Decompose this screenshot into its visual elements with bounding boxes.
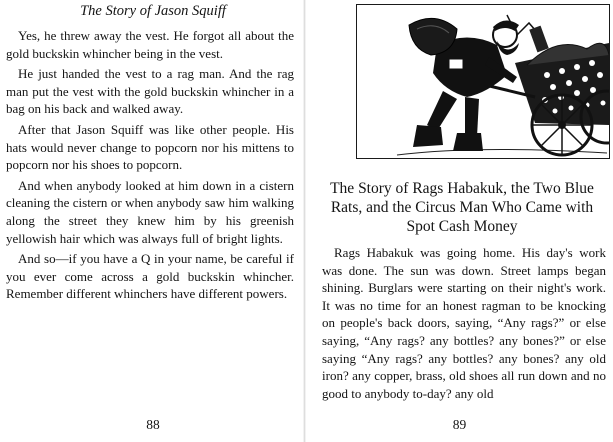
paragraph: Yes, he threw away the vest. He forgot all about the gold buckskin whincher being in the vest. bbox=[6, 28, 294, 61]
running-head: The Story of Jason Squiff bbox=[80, 3, 226, 19]
paragraph: After that Jason Squiff was like other people. His hats would never change to popcorn nor his mittens to popcorn nor his shoes to popcorn. bbox=[6, 121, 294, 173]
paragraph: And so—if you have a Q in your name, be careful if you ever come across a gold buckskin whincher. Remember different whinchers have different powers. bbox=[6, 251, 294, 302]
page-number-left: 88 bbox=[146, 417, 160, 432]
page-number-right: 89 bbox=[452, 417, 467, 432]
right-page bbox=[306, 0, 613, 442]
paragraph: And when anybody looked at him down in a cistern cleaning the cistern or when anybody saw him walking along the street they knew him by his greenish yellowish hair which was always full of bright lights. bbox=[6, 177, 294, 246]
left-page bbox=[0, 0, 306, 442]
ragman-with-cart-illustration bbox=[356, 4, 610, 159]
paragraph: Rags Habakuk was going home. His day's work was done. The sun was down. Street lamps began shining. Burglars were starting on their night's work. It was no time for an honest ragman to be knocking on people's back doors, saying, “Any rags?” or else saying, “Any rags? any bottles? any bones?” or else saying “Any rags? any bottles? any bones? any old iron? any copper, brass, old shoes all run down and no good to anybody to-day? any old bbox=[322, 245, 606, 401]
left-page-text bbox=[6, 27, 294, 306]
right-page-text bbox=[322, 244, 606, 405]
paragraph: He just handed the vest to a rag man. And the rag man put the vest with the gold buckskin whincher in a bag on his back and walked away. bbox=[6, 66, 294, 117]
ragman-with-cart-icon bbox=[357, 5, 610, 159]
chapter-title: The Story of Rags Habakuk, the Two Blue Rats, and the Circus Man Who Came with Spot Cash Money bbox=[330, 180, 594, 235]
